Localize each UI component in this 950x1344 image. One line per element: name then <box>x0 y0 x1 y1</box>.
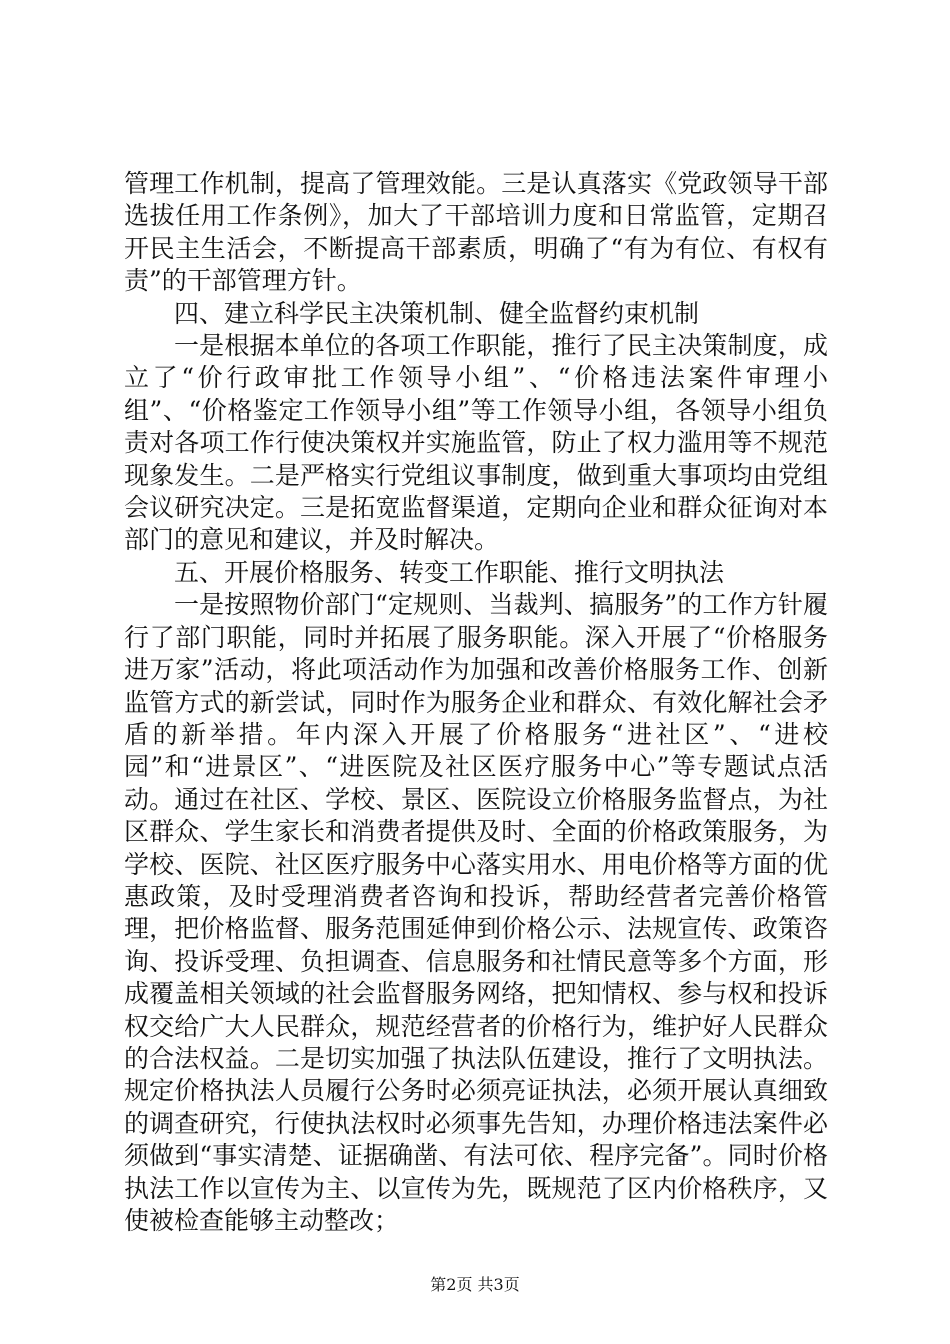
section-heading-5: 五、开展价格服务、转变工作职能、推行文明执法 <box>174 557 725 587</box>
document-body <box>124 168 828 1237</box>
paragraph-5: 一是按照物价部门“定规则、当裁判、搞服务”的工作方针履行了部门职能，同时并拓展了服务职能。深入开展了“价格服务进万家”活动，将此项活动作为加强和改善价格服务工作、创新监管方式的新尝试，同时作为服务企业和群众、有效化解社会矛盾的新举措。年内深入开展了价格服务“进社区”、“进校园”和“进景区”、“进医院及社区医疗服务中心”等专题试点活动。通过在社区、学校、景区、医院设立价格服务监督点，为社区群众、学生家长和消费者提供及时、全面的价格政策服务，为学校、医院、社区医疗服务中心落实用水、用电价格等方面的优惠政策，及时受理消费者咨询和投诉，帮助经营者完善价格管理，把价格监督、服务范围延伸到价格公示、法规宣传、政策咨询、投诉受理、负担调查、信息服务和社情民意等多个方面，形成覆盖相关领域的社会监督服务网络，把知情权、参与权和投诉权交给广大人民群众，规范经营者的价格行为，维护好人民群众的合法权益。二是切实加强了执法队伍建设，推行了文明执法。规定价格执法人员履行公务时必须亮证执法，必须开展认真细致的调查研究，行使执法权时必须事先告知，办理价格违法案件必须做到“事实清楚、证据确凿、有法可依、程序完备”。同时价格执法工作以宣传为主、以宣传为先，既规范了区内价格秩序，又使被检查能够主动整改； <box>124 590 828 1235</box>
paragraph-1: 管理工作机制，提高了管理效能。三是认真落实《党政领导干部选拔任用工作条例》，加大了干部培训力度和日常监管，定期召开民主生活会，不断提高干部素质，明确了“有为有位、有权有责”的干部管理方针。 <box>124 169 828 296</box>
section-heading-4: 四、建立科学民主决策机制、健全监督约束机制 <box>174 298 700 328</box>
paragraph-3: 一是根据本单位的各项工作职能，推行了民主决策制度，成立了“价行政审批工作领导小组”、“价格违法案件审理小组”、“价格鉴定工作领导小组”等工作领导小组，各领导小组负责对各项工作行使决策权并实施监管，防止了权力滥用等不规范现象发生。二是严格实行党组议事制度，做到重大事项均由党组会议研究决定。三是拓宽监督渠道，定期向企业和群众征询对本部门的意见和建议，并及时解决。 <box>124 331 828 555</box>
page-footer: 第2页 共3页 <box>430 1275 520 1294</box>
